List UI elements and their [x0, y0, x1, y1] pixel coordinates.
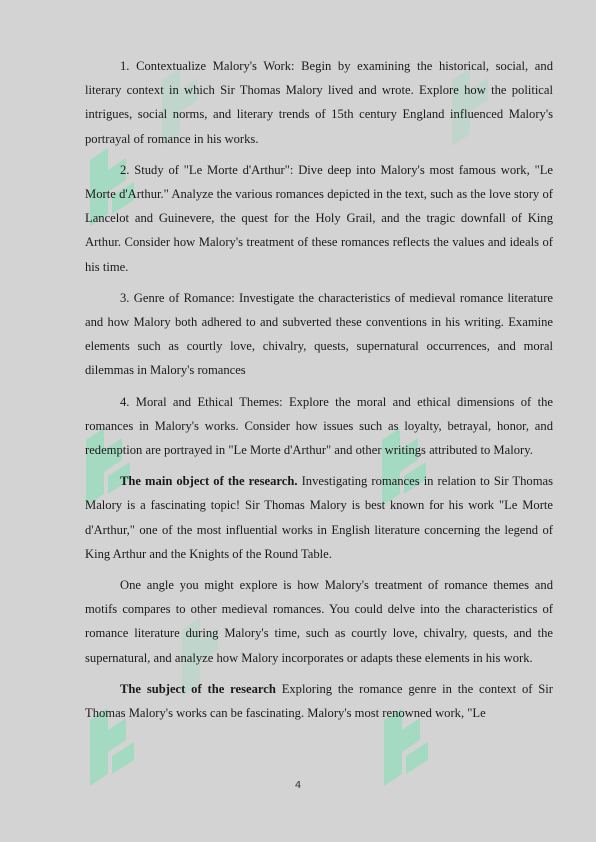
- paragraph-bold-lead: The main object of the research.: [120, 474, 298, 489]
- paragraph-text: Exploring the romance genre in the context of Sir Thomas Malory's works can be fascinating. Malory's most renowned work, "Le: [85, 681, 553, 721]
- paragraph-le-morte-study: [85, 158, 553, 279]
- paragraph-text: One angle you might explore is how Malory's treatment of romance themes and motifs compares to other medieval romances. You could delve into the characteristics of romance literature during Malory's time, such as courtly love, chivalry, quests, and the supernatural, and analyze how Malory incorporates or adapts these elements in his work.: [85, 578, 553, 665]
- paragraph-text: 1. Contextualize Malory's Work: Begin by examining the historical, social, and literary context in which Sir Thomas Malory lived and wrote. Explore how the political intrigues, social norms, and literary trends of 15th century England influenced Malory's portrayal of romance in his works.: [85, 59, 553, 146]
- paragraph-bold-lead: The subject of the research: [120, 681, 276, 696]
- page-number: 4: [294, 780, 302, 791]
- paragraph-text: 3. Genre of Romance: Investigate the characteristics of medieval romance literature and how Malory both adhered to and subverted these conventions in his writing. Examine elements such as courtly love, chivalry, quests, supernatural occurrences, and moral dilemmas in Malory's romances: [85, 290, 553, 378]
- paragraph-main-object: [85, 469, 553, 566]
- paragraph-genre-of-romance: [85, 286, 553, 383]
- paragraph-text: Investigating romances in relation to Sir Thomas Malory is a fascinating topic! Sir Thomas Malory is best known for his work "Le Morte d'Arthur," one of the most influential works in English literature concerning the legend of King Arthur and the Knights of the Round Table.: [85, 474, 553, 561]
- paragraph-comparison-angle: [85, 573, 553, 670]
- paragraph-contextualize: [85, 54, 553, 151]
- paragraph-text: 2. Study of "Le Morte d'Arthur": Dive deep into Malory's most famous work, "Le Morte d'Arthur." Analyze the various romances depicted in the text, such as the love story of Lancelot and Guinevere, the quest for the Holy Grail, and the tragic downfall of King Arthur. Consider how Malory's treatment of these romances reflects the values and ideals of his time.: [85, 162, 553, 274]
- document-body: [85, 54, 553, 732]
- paragraph-moral-ethical-themes: [85, 390, 553, 463]
- paragraph-text: 4. Moral and Ethical Themes: Explore the moral and ethical dimensions of the romances in Malory's works. Consider how issues such as loyalty, betrayal, honor, and redemption are portrayed in "Le Morte d'Arthur" and other writings attributed to Malory.: [85, 394, 553, 458]
- paragraph-research-subject: [85, 677, 553, 725]
